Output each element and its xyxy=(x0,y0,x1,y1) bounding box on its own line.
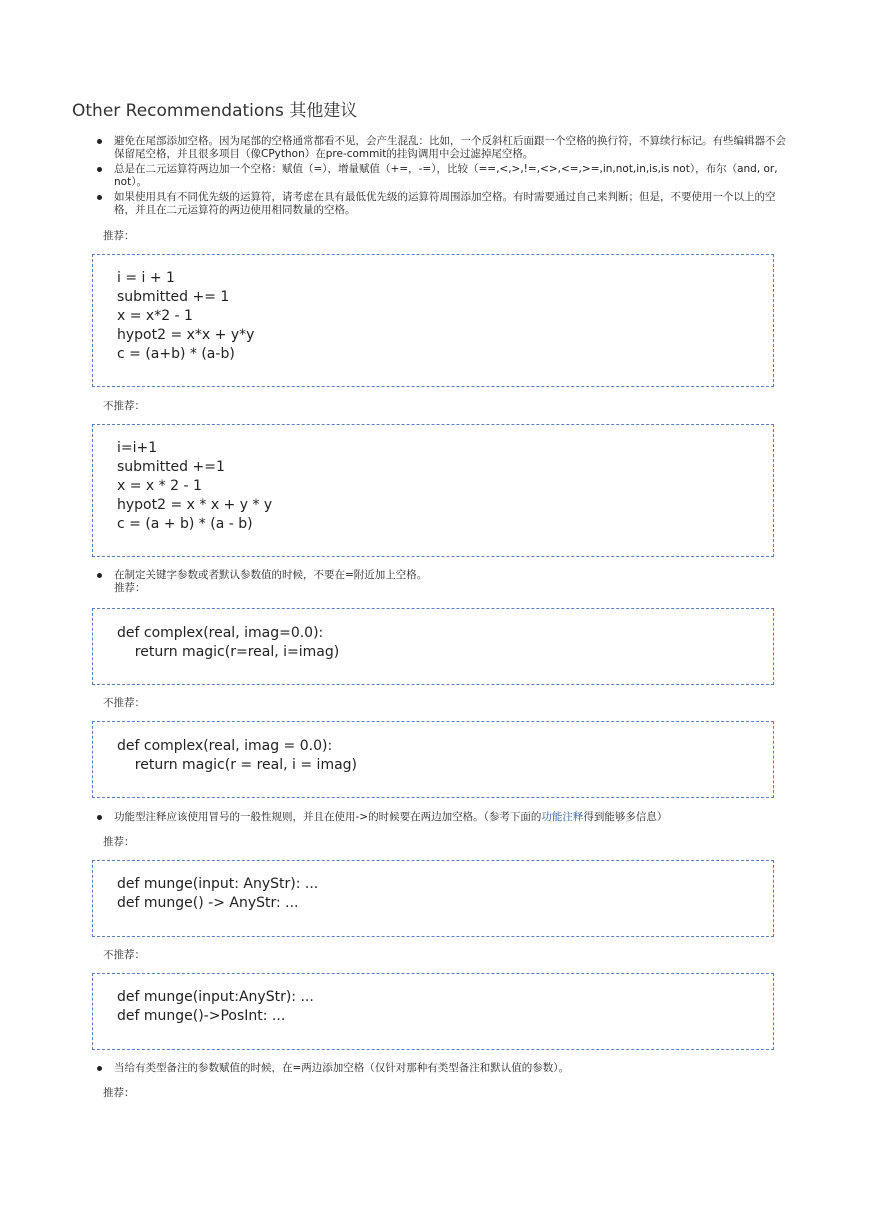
code-line: hypot2 = x * x + y * y xyxy=(117,497,273,513)
recommended-label: 推荐： xyxy=(103,230,135,242)
bullet-text: 总是在二元运算符两边加一个空格：赋值（=），增量赋值（+=，-=），比较（==,<,>,!=,<>,<=,>=,in,not,in,is,is not），布尔（and, or, not）。 xyxy=(114,163,778,188)
function-annotations-link[interactable]: 功能注释 xyxy=(541,811,584,823)
code-line: return magic(r = real, i = imag) xyxy=(117,757,358,773)
list-item xyxy=(96,1062,792,1075)
code-line: def munge() -> AnyStr: ... xyxy=(117,895,299,911)
code-line: hypot2 = x*x + y*y xyxy=(117,327,255,343)
code-block-recommended xyxy=(92,608,774,685)
bullet-text: 在制定关键字参数或者默认参数值的时候，不要在=附近加上空格。 xyxy=(114,569,428,581)
code-line: submitted += 1 xyxy=(117,289,230,305)
bullet-text: 当给有类型备注的参数赋值的时候，在=两边添加空格（仅针对那种有类型备注和默认值的参数）。 xyxy=(114,1062,570,1074)
list-item xyxy=(96,569,792,595)
code-line: def munge(input: AnyStr): ... xyxy=(117,876,319,892)
recommended-label: 推荐： xyxy=(103,836,135,848)
list-item xyxy=(96,191,792,217)
bullet-text: 如果使用具有不同优先级的运算符，请考虑在具有最低优先级的运算符周围添加空格。有时需要通过自己来判断；但是，不要使用一个以上的空格，并且在二元运算符的两边使用相同数量的空格。 xyxy=(114,191,776,216)
code-block-not-recommended xyxy=(92,424,774,557)
not-recommended-label: 不推荐： xyxy=(103,697,145,709)
section-title: Other Recommendations 其他建议 xyxy=(72,101,358,121)
not-recommended-label: 不推荐： xyxy=(103,949,145,961)
code-block-not-recommended xyxy=(92,721,774,798)
list-item xyxy=(96,163,792,189)
code-line: x = x*2 - 1 xyxy=(117,308,193,324)
code-line: def complex(real, imag=0.0): xyxy=(117,625,324,641)
list-item xyxy=(96,135,792,161)
code-line: def munge()->PosInt: ... xyxy=(117,1008,286,1024)
code-line: def complex(real, imag = 0.0): xyxy=(117,738,333,754)
code-block-recommended xyxy=(92,254,774,387)
recommended-label: 推荐： xyxy=(114,582,146,594)
bullet-text-part: 得到能够多信息） xyxy=(583,811,668,823)
code-line: i = i + 1 xyxy=(117,270,175,286)
code-line: submitted +=1 xyxy=(117,459,225,475)
code-line: x = x * 2 - 1 xyxy=(117,478,202,494)
code-line: def munge(input:AnyStr): ... xyxy=(117,989,314,1005)
not-recommended-label: 不推荐： xyxy=(103,400,145,412)
recommended-label: 推荐： xyxy=(103,1087,135,1099)
code-line: c = (a + b) * (a - b) xyxy=(117,516,253,532)
list-item xyxy=(96,811,792,824)
bullet-text: 避免在尾部添加空格。因为尾部的空格通常都看不见，会产生混乱：比如，一个反斜杠后面跟一个空格的换行符，不算续行标记。有些编辑器不会保留尾空格，并且很多项目（像CPython）在pre-commit的挂钩调用中会过滤掉尾空格。 xyxy=(114,135,786,160)
bullet-text-part: 功能型注释应该使用冒号的一般性规则，并且在使用->的时候要在两边加空格。（参考下面的 xyxy=(114,811,542,823)
code-line: i=i+1 xyxy=(117,440,158,456)
code-line: return magic(r=real, i=imag) xyxy=(117,644,340,660)
bullet-text xyxy=(114,811,792,824)
code-block-not-recommended xyxy=(92,973,774,1050)
code-block-recommended xyxy=(92,860,774,937)
code-line: c = (a+b) * (a-b) xyxy=(117,346,235,362)
